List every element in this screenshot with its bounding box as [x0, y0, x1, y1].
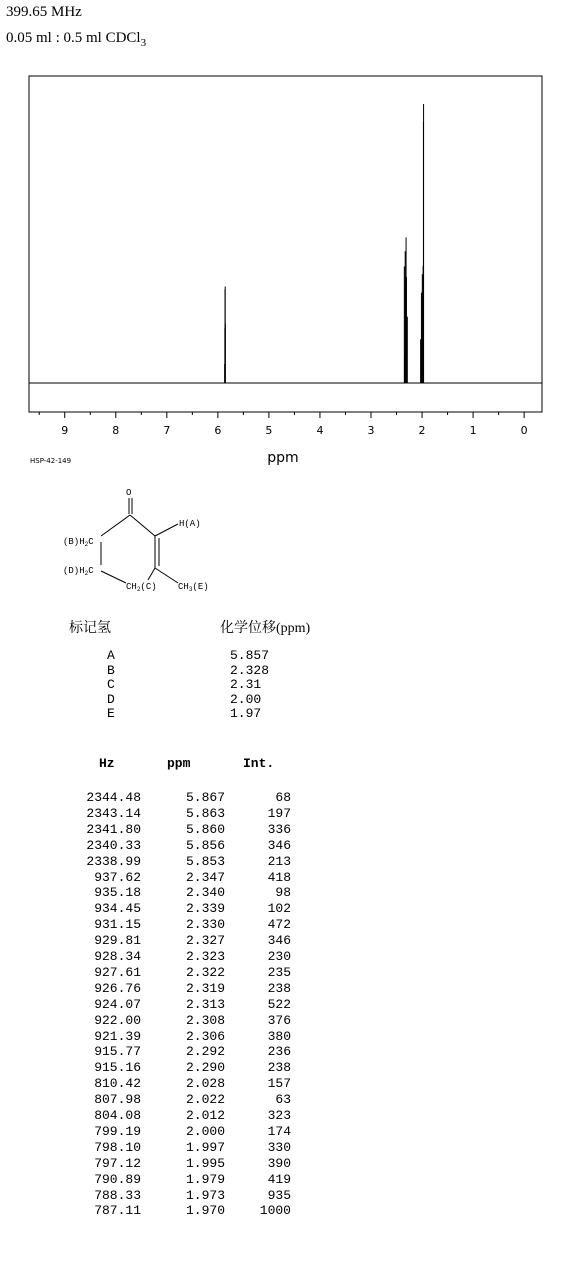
- peak-int: 376: [267, 1012, 291, 1028]
- peak-row: [0, 933, 570, 947]
- assignment-shift: 2.328: [230, 662, 270, 678]
- bond-c1-c2: [130, 515, 155, 536]
- peak-ppm: 2.028: [185, 1076, 225, 1092]
- assignment-shift: 1.97: [230, 706, 262, 721]
- peak-row: [0, 901, 570, 915]
- peak-ppm: 1.997: [185, 1139, 225, 1155]
- peak-row: [0, 917, 570, 931]
- peak-ppm: 2.330: [185, 917, 225, 933]
- peak-row: [0, 1188, 570, 1202]
- x-tick-label: 6: [214, 424, 222, 437]
- peak-hz: 2338.99: [86, 853, 141, 869]
- peak-int: 419: [267, 1171, 291, 1187]
- peak-row: [0, 822, 570, 836]
- peak-hz: 2341.80: [86, 821, 141, 837]
- peak-row: [0, 885, 570, 899]
- peak-int: 336: [267, 821, 291, 837]
- atom-d: $(D)H_2C$: [63, 566, 94, 577]
- peak-hz: 915.77: [94, 1044, 141, 1060]
- spectrum-peaks: [225, 104, 424, 383]
- peak-row: [0, 1013, 570, 1027]
- peak-int: 522: [267, 996, 291, 1012]
- peak-ppm: 2.327: [185, 933, 225, 949]
- peak-hz: 931.15: [94, 917, 141, 933]
- peak-row: [0, 854, 570, 868]
- peak-hz: 924.07: [94, 996, 141, 1012]
- spectrum-code: HSP-42-149: [30, 457, 72, 465]
- peak-ppm: 5.860: [185, 821, 225, 837]
- spectrometer-frequency: 399.65 MHz: [6, 4, 82, 20]
- peak-ppm: 2.306: [185, 1028, 225, 1044]
- bond-cd-cc: [101, 571, 126, 583]
- peak-ppm: 1.995: [185, 1155, 225, 1171]
- assignment-label: C: [107, 677, 115, 692]
- peak-row: [0, 790, 570, 804]
- peak-row: [0, 1108, 570, 1122]
- molecule-structure: [101, 498, 178, 583]
- x-tick-label: 2: [418, 424, 426, 437]
- peak-int: 330: [267, 1139, 291, 1155]
- peak-ppm: 2.319: [185, 980, 225, 996]
- bond-c1-cb: [101, 515, 130, 536]
- x-tick-label: 9: [61, 424, 69, 437]
- peak-hz: 921.39: [94, 1028, 141, 1044]
- peak-row: [0, 838, 570, 852]
- x-axis-tick-labels: [61, 424, 527, 437]
- peak-ppm: 5.863: [185, 805, 225, 821]
- peak-int: 102: [267, 901, 291, 917]
- peak-hz: 927.61: [94, 964, 141, 980]
- peak-int: 418: [267, 869, 291, 885]
- x-tick-label: 3: [367, 424, 375, 437]
- assignment-label: D: [107, 691, 115, 707]
- peak-int: 380: [267, 1028, 291, 1044]
- peak-int: 63: [275, 1092, 291, 1108]
- atom-ha: H(A): [179, 519, 201, 529]
- peak-ppm: 1.979: [185, 1171, 225, 1187]
- peak-hz: 787.11: [94, 1203, 141, 1219]
- peak-hz: 934.45: [94, 901, 141, 917]
- assignment-label: E: [107, 706, 115, 721]
- peak-ppm: 2.323: [185, 949, 225, 964]
- peak-header-ppm: ppm: [167, 756, 191, 771]
- x-tick-label: 0: [520, 424, 528, 437]
- x-tick-label: 7: [163, 424, 171, 437]
- peak-int: 197: [267, 805, 291, 821]
- peak-ppm: 2.000: [185, 1123, 225, 1139]
- solvent-text: 0.05 ml : 0.5 ml CDCl: [6, 30, 141, 46]
- peak-hz: 928.34: [94, 949, 141, 964]
- peak-hz: 790.89: [94, 1171, 141, 1187]
- solvent-subscript: 3: [140, 37, 147, 49]
- peak-int: 68: [275, 790, 291, 805]
- peak-ppm: 2.022: [185, 1092, 225, 1108]
- peak-int: 174: [267, 1123, 291, 1139]
- peak-int: 230: [267, 949, 291, 964]
- peak-int: 213: [267, 853, 291, 869]
- assignment-label: B: [107, 662, 115, 678]
- peak-int: 346: [267, 837, 291, 853]
- peak-hz: 798.10: [94, 1139, 141, 1155]
- x-axis-label: ppm: [267, 450, 299, 466]
- peak-row: [0, 1140, 570, 1154]
- peak-int: 323: [267, 1108, 291, 1123]
- peak-hz: 799.19: [94, 1123, 141, 1139]
- peak-ppm: 5.856: [185, 837, 225, 853]
- peak-int: 935: [267, 1187, 291, 1203]
- x-axis-ticks: [39, 412, 524, 418]
- peak-ppm: 2.290: [185, 1060, 225, 1076]
- peak-hz: 2340.33: [86, 837, 141, 853]
- assignment-header-label: 标记氢: [69, 621, 111, 636]
- peak-row: [0, 1092, 570, 1106]
- peak-row: [0, 1076, 570, 1090]
- peak-ppm: 1.970: [185, 1203, 225, 1219]
- peak-ppm: 2.308: [185, 1012, 225, 1028]
- atom-c: $CH_2(C)$: [126, 582, 157, 593]
- atom-e: $CH_3(E)$: [178, 582, 209, 593]
- peak-row: [0, 997, 570, 1011]
- peak-ppm: 5.853: [185, 853, 225, 869]
- peak-int: 235: [267, 964, 291, 980]
- peak-row: [0, 1029, 570, 1043]
- peak-hz: 926.76: [94, 980, 141, 996]
- x-tick-label: 4: [316, 424, 324, 437]
- peak-int: 238: [267, 1060, 291, 1076]
- peak-hz: 929.81: [94, 933, 141, 949]
- peak-hz: 937.62: [94, 869, 141, 885]
- peak-row: [0, 981, 570, 995]
- peak-int: 98: [275, 885, 291, 901]
- atom-o: O: [126, 488, 132, 498]
- peak-row: [0, 1172, 570, 1186]
- atom-b: $(B)H_2C$: [63, 537, 94, 548]
- peak-int: 472: [267, 917, 291, 933]
- x-tick-label: 5: [265, 424, 273, 437]
- x-tick-label: 1: [469, 424, 477, 437]
- peak-row: [0, 870, 570, 884]
- peak-ppm: 1.973: [185, 1187, 225, 1203]
- peak-header-hz: Hz: [99, 756, 115, 771]
- peak-int: 1000: [259, 1203, 291, 1219]
- bond-c2-ha: [155, 524, 178, 536]
- peak-row: [0, 965, 570, 979]
- peak-ppm: 2.292: [185, 1044, 225, 1060]
- bond-c3-cc: [148, 568, 155, 580]
- peak-hz: 807.98: [94, 1092, 141, 1108]
- peak-int: 157: [267, 1076, 291, 1092]
- peak-int: 346: [267, 933, 291, 949]
- assignment-shift: 5.857: [230, 648, 270, 663]
- peak-hz: 2343.14: [86, 805, 141, 821]
- peak-ppm: 2.339: [185, 901, 225, 917]
- assignment-label: A: [107, 648, 115, 663]
- peak-ppm: 2.012: [185, 1108, 225, 1123]
- peak-row: [0, 1156, 570, 1170]
- molecule-labels: [63, 488, 209, 593]
- plot-frame: [29, 76, 542, 412]
- peak-int: 236: [267, 1044, 291, 1060]
- peak-hz: 810.42: [94, 1076, 141, 1092]
- peak-ppm: 2.322: [185, 964, 225, 980]
- peak-hz: 2344.48: [86, 790, 141, 805]
- peak-row: [0, 1124, 570, 1138]
- peak-hz: 922.00: [94, 1012, 141, 1028]
- bond-c3-ce: [155, 568, 178, 583]
- assignment-header-shift: 化学位移(ppm): [220, 621, 311, 636]
- assignment-shift: 2.00: [230, 691, 262, 707]
- peak-hz: 935.18: [94, 885, 141, 901]
- nmr-spectrum-chart: [0, 0, 570, 600]
- peak-hz: 804.08: [94, 1108, 141, 1123]
- peak-row: [0, 949, 570, 963]
- x-tick-label: 8: [112, 424, 120, 437]
- peak-row: [0, 1203, 570, 1217]
- peak-row: [0, 806, 570, 820]
- peak-hz: 797.12: [94, 1155, 141, 1171]
- peak-ppm: 2.347: [185, 869, 225, 885]
- peak-header-int: Int.: [243, 756, 275, 771]
- peak-ppm: 5.867: [185, 790, 225, 805]
- peak-int: 238: [267, 980, 291, 996]
- peak-hz: 915.16: [94, 1060, 141, 1076]
- peak-ppm: 2.313: [185, 996, 225, 1012]
- peak-hz: 788.33: [94, 1187, 141, 1203]
- peak-int: 390: [267, 1155, 291, 1171]
- peak-ppm: 2.340: [185, 885, 225, 901]
- peak-row: [0, 1060, 570, 1074]
- assignment-shift: 2.31: [230, 677, 262, 692]
- peak-row: [0, 1044, 570, 1058]
